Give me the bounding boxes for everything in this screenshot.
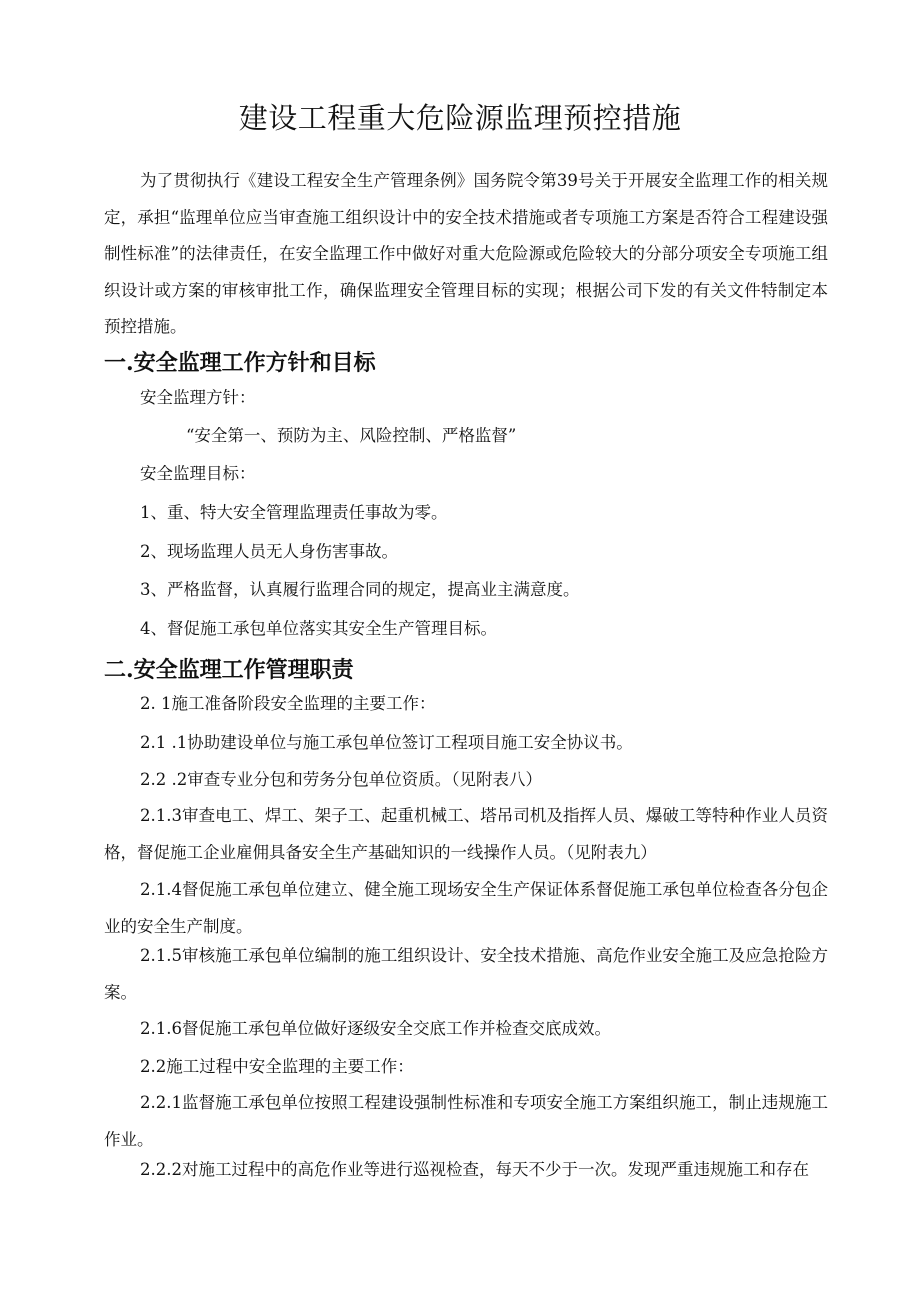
document-title: 建设工程重大危险源监理预控措施 — [238, 101, 682, 135]
item-2-1-1: 2.1 .1协助建设单位与施工承包单位签订工程项目施工安全协议书。 — [140, 733, 633, 752]
goal-item: 3、严格监督，认真履行监理合同的规定，提高业主满意度。 — [140, 580, 580, 599]
item-2-1-5: 2.1.5审核施工承包单位编制的施工组织设计、安全技术措施、高危作业安全施工及应急抢险方案。 — [104, 946, 828, 1002]
goal-item: 4、督促施工承包单位落实其安全生产管理目标。 — [140, 619, 497, 638]
item-2-1-3: 2.1.3审查电工、焊工、架子工、起重机械工、塔吊司机及指挥人员、爆破工等特种作业人员资格，督促施工企业雇佣具备安全生产基础知识的一线操作人员。（见附表九） — [104, 806, 828, 862]
item-2-1-6: 2.1.6督促施工承包单位做好逐级安全交底工作并检查交底成效。 — [140, 1019, 611, 1038]
item-2-1: 2. 1施工准备阶段安全监理的主要工作： — [140, 694, 436, 713]
item-2-2: 2.2施工过程中安全监理的主要工作： — [140, 1057, 414, 1076]
goal-item: 1、重、特大安全管理监理责任事故为零。 — [140, 503, 448, 522]
item-2-1-2: 2.2 .2审查专业分包和劳务分包单位资质。（见附表八） — [140, 770, 542, 789]
section-1-heading: 一.安全监理工作方针和目标 — [104, 350, 376, 376]
policy-text: “安全第一、预防为主、风险控制、严格监督” — [186, 426, 517, 445]
goals-label: 安全监理目标： — [140, 464, 256, 483]
intro-paragraph: 为了贯彻执行《建设工程安全生产管理条例》国务院令第39号关于开展安全监理工作的相关规定，承担“监理单位应当审查施工组织设计中的安全技术措施或者专项施工方案是否符合工程建设强制性标准”的法律责任，在安全监理工作中做好对重大危险源或危险较大的分部分项安全专项施工组织设计或方案的审核审批工作，确保监理安全管理目标的实现；根据公司下发的有关文件特制定本预控措施。 — [104, 171, 828, 336]
item-2-2-2: 2.2.2对施工过程中的高危作业等进行巡视检查，每天不少于一次。发现严重违规施工和存在 — [140, 1160, 809, 1179]
item-2-2-1: 2.2.1监督施工承包单位按照工程建设强制性标准和专项安全施工方案组织施工，制止违规施工作业。 — [104, 1093, 828, 1149]
item-2-1-4: 2.1.4督促施工承包单位建立、健全施工现场安全生产保证体系督促施工承包单位检查各分包企业的安全生产制度。 — [104, 880, 828, 936]
section-2-heading: 二.安全监理工作管理职责 — [104, 657, 354, 683]
policy-label: 安全监理方针： — [140, 388, 256, 407]
goal-item: 2、现场监理人员无人身伤害事故。 — [140, 542, 398, 561]
